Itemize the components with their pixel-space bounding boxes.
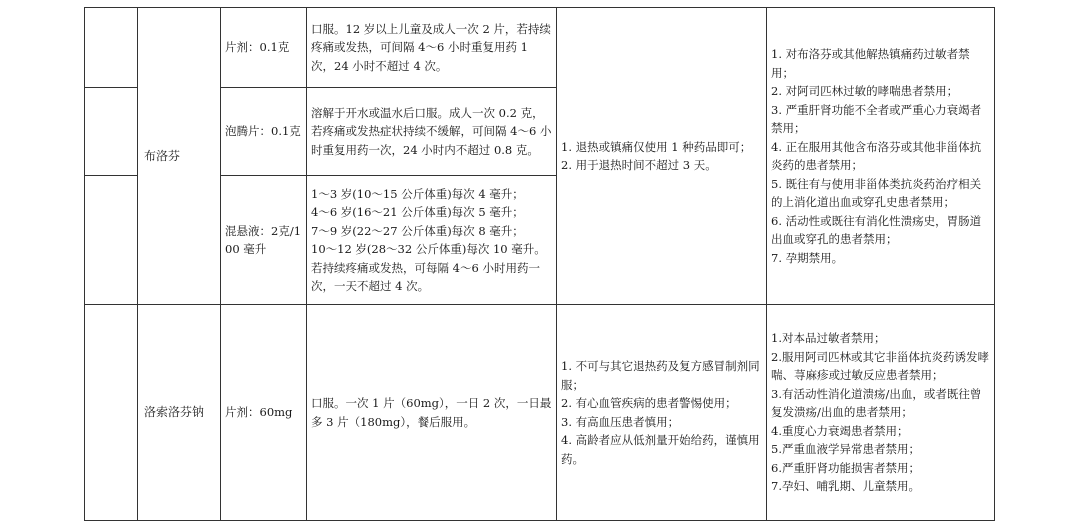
note-item: 2. 有心血管疾病的患者警惕使用；: [561, 396, 737, 410]
note-item: 3. 有高血压患者慎用；: [561, 414, 680, 429]
contraindication-item: 6.严重肝肾功能损害者禁用；: [771, 460, 920, 475]
contraindication-item: 2. 对阿司匹林过敏的哮喘患者禁用；: [771, 84, 959, 98]
usage-text: 口服。12 岁以上儿童及成人一次 2 片，若持续疼痛或发热，可间隔 4～6 小时重复用药 1 次，24 小时不超过 4 次。: [311, 21, 551, 73]
usage-text: 1～3 岁(10～15 公斤体重)每次 4 毫升；: [311, 186, 524, 201]
drug-name: 洛索洛芬钠: [138, 305, 221, 521]
usage-text: 7～9 岁(22～27 公斤体重)每次 8 毫升；: [311, 223, 524, 238]
drug-table: [84, 7, 995, 521]
contraindication-item: 5.严重血液学异常患者禁用；: [771, 442, 920, 457]
contraindication-item: 3.有活动性消化道溃疡/出血，或者既往曾复发溃疡/出血的患者禁用；: [771, 386, 982, 420]
usage-text: 口服。一次 1 片（60mg），一日 2 次，一日最多 3 片（180mg），餐后服用。: [311, 396, 552, 429]
usage-text: 溶解于开水或温水后口服。成人一次 0.2 克，若疼痛或发热症状持续不缓解，可间隔 4～6 小时重复用药一次，24 小时内不超过 0.8 克。: [311, 105, 552, 157]
blank-cell: [85, 8, 138, 88]
usage-cell: [307, 305, 557, 521]
note-item: 1. 不可与其它退热药及复方感冒制剂同服；: [561, 359, 760, 392]
contraindication-item: 2.服用阿司匹林或其它非甾体抗炎药诱发哮喘、荨麻疹或过敏反应患者禁用；: [771, 349, 989, 383]
contraindication-item: 5. 既往有与使用非甾体类抗炎药治疗相关的上消化道出血或穿孔史患者禁用；: [771, 176, 982, 209]
note-item: 4. 高龄者应从低剂量开始给药，谨慎用药。: [561, 433, 760, 466]
contraindication-item: 6. 活动性或既往有消化性溃疡史，胃肠道出血或穿孔的患者禁用；: [771, 213, 982, 246]
contraindication-item: 7.孕妇、哺乳期、儿童禁用。: [771, 479, 920, 494]
notes-cell: [557, 305, 767, 521]
usage-text: 4～6 岁(16～21 公斤体重)每次 5 毫升；: [311, 205, 524, 219]
contraindication-item: 4.重度心力衰竭患者禁用；: [771, 423, 909, 438]
drug-name: 布洛芬: [138, 8, 221, 305]
contraindication-item: 1. 对布洛芬或其他解热镇痛药过敏者禁用；: [771, 47, 970, 80]
dosage-form: 片剂：0.1克: [221, 8, 307, 88]
contraindication-item: 1.对本品过敏者禁用；: [771, 331, 886, 346]
usage-cell: [307, 8, 557, 88]
dosage-form: 混悬液：2克/100 毫升: [221, 176, 307, 305]
blank-cell: [85, 176, 138, 305]
blank-cell: [85, 305, 138, 521]
dosage-form: 泡腾片：0.1克: [221, 88, 307, 176]
notes-cell: [557, 8, 767, 305]
table-row: [85, 305, 995, 521]
dosage-form: 片剂：60mg: [221, 305, 307, 521]
blank-cell: [85, 88, 138, 176]
contraindication-item: 3. 严重肝肾功能不全者或严重心力衰竭者禁用；: [771, 102, 982, 135]
contraindication-cell: [767, 8, 995, 305]
contraindication-cell: [767, 305, 995, 521]
contraindication-item: 4. 正在服用其他含布洛芬或其他非甾体抗炎药的患者禁用；: [771, 139, 982, 172]
usage-cell: [307, 88, 557, 176]
usage-cell: [307, 176, 557, 305]
note-item: 1. 退热或镇痛仅使用 1 种药品即可；: [561, 139, 752, 154]
table-row: [85, 8, 995, 88]
contraindication-item: 7. 孕期禁用。: [771, 250, 844, 265]
note-item: 2. 用于退热时间不超过 3 天。: [561, 158, 717, 172]
usage-text: 10～12 岁(28～32 公斤体重)每次 10 毫升。若持续疼痛或发热，可每隔 4～6 小时用药一次，一天不超过 4 次。: [311, 242, 546, 293]
